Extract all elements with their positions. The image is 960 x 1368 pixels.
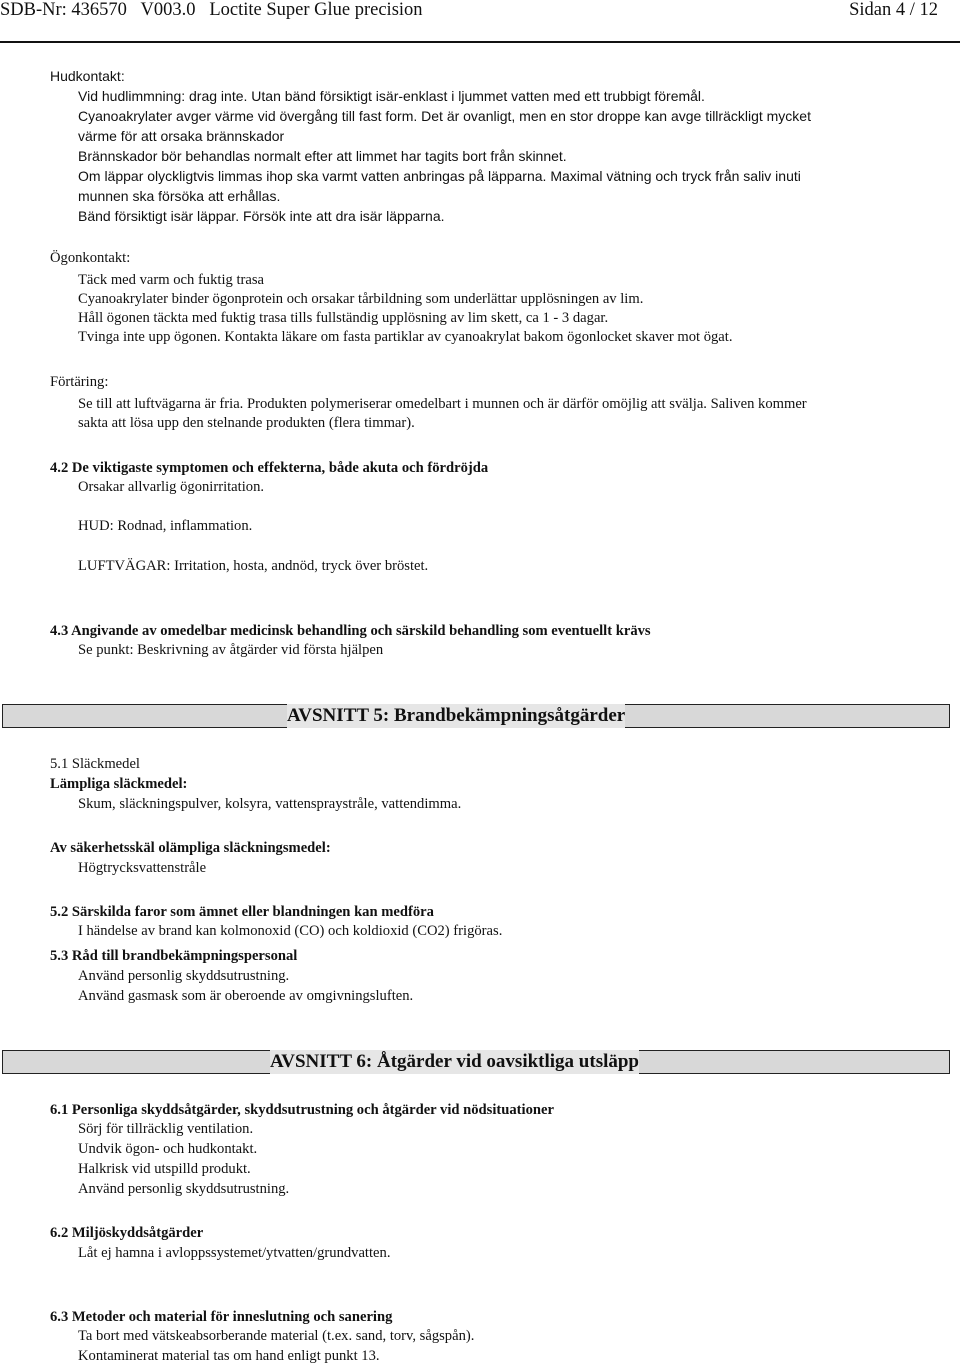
subsection-5-2-heading: 5.2 Särskilda faror som ämnet eller blandningen kan medföra [50,904,434,920]
skin-contact-line: värme för att orsaka brännskador [78,128,285,144]
protective-measure-line: Använd personlig skyddsutrustning. [78,1181,290,1197]
page-header [0,0,960,44]
ingestion-line: sakta att lösa upp den stelnande produkten (flera timmar). [78,415,415,431]
subsection-5-1-heading: 5.1 Släckmedel [50,756,140,772]
section-6-title: AVSNITT 6: Åtgärder vid oavsiktliga utsläpp [270,1051,639,1072]
skin-contact-line: Om läppar olyckligtvis limmas ihop ska varmt vatten anbringas på läpparna. Maximal vätning och tryck från saliv inuti [78,168,801,184]
skin-contact-line: Cyanoakrylater avger värme vid övergång till fast form. Det är ovanligt, men en stor droppe kan avge tillräckligt mycket [78,108,811,124]
page-number: Sidan 4 / 12 [849,0,938,20]
subsection-6-2-heading: 6.2 Miljöskyddsåtgärder [50,1225,204,1241]
subsection-6-3-heading: 6.3 Metoder och material för inneslutning och sanering [50,1309,393,1325]
ingestion-label: Förtäring: [50,374,109,390]
document-id: SDB-Nr: 436570 V003.0 Loctite Super Glue precision [0,0,423,20]
section-5-title: AVSNITT 5: Brandbekämpningsåtgärder [287,705,626,726]
unsuitable-media-value: Högtrycksvattenstråle [78,860,207,876]
eye-contact-line: Täck med varm och fuktig trasa [78,272,264,288]
symptom-line: LUFTVÄGAR: Irritation, hosta, andnöd, tryck över bröstet. [78,558,429,574]
subsection-6-1-heading: 6.1 Personliga skyddsåtgärder, skyddsutrustning och åtgärder vid nödsituationer [50,1102,554,1118]
protective-measure-line: Undvik ögon- och hudkontakt. [78,1141,258,1157]
firefighter-advice-line: Använd personlig skyddsutrustning. [78,968,290,984]
protective-measure-line: Sörj för tillräcklig ventilation. [78,1121,254,1137]
symptom-line: Orsakar allvarlig ögonirritation. [78,479,265,495]
eye-contact-label: Ögonkontakt: [50,250,131,266]
ingestion-line: Se till att luftvägarna är fria. Produkten polymeriserar omedelbart i munnen och är därför omöjlig att svälja. Saliven kommer [78,396,807,412]
suitable-media-label: Lämpliga släckmedel: [50,776,188,792]
protective-measure-line: Halkrisk vid utspilld produkt. [78,1161,251,1177]
subsection-4-3-heading: 4.3 Angivande av omedelbar medicinsk behandling och särskild behandling som eventuellt krävs [50,623,651,639]
skin-contact-line: Brännskador bör behandlas normalt efter att limmet har tagits bort från skinnet. [78,148,567,164]
environmental-precaution-line: Låt ej hamna i avloppssystemet/ytvatten/grundvatten. [78,1245,391,1261]
unsuitable-media-label: Av säkerhetsskäl olämpliga släckningsmedel: [50,840,331,856]
treatment-line: Se punkt: Beskrivning av åtgärder vid första hjälpen [78,642,384,658]
fire-hazard-line: I händelse av brand kan kolmonoxid (CO) och koldioxid (CO2) frigöras. [78,923,503,939]
skin-contact-line: munnen ska försöka att erhållas. [78,188,281,204]
eye-contact-line: Tvinga inte upp ögonen. Kontakta läkare om fasta partiklar av cyanoakrylat bakom ögonlocket skaver mot ögat. [78,329,733,345]
skin-contact-line: Bänd försiktigt isär läppar. Försök inte att dra isär läpparna. [78,208,445,224]
cleanup-method-line: Ta bort med vätskeabsorberande material (t.ex. sand, torv, sågspån). [78,1328,475,1344]
subsection-4-2-heading: 4.2 De viktigaste symptomen och effekterna, både akuta och fördröjda [50,460,489,476]
suitable-media-value: Skum, släckningspulver, kolsyra, vattenspraystråle, vattendimma. [78,796,462,812]
symptom-line: HUD: Rodnad, inflammation. [78,518,253,534]
header-divider [0,41,960,43]
subsection-5-3-heading: 5.3 Råd till brandbekämpningspersonal [50,948,298,964]
firefighter-advice-line: Använd gasmask som är oberoende av omgivningsluften. [78,988,414,1004]
eye-contact-line: Cyanoakrylater binder ögonprotein och orsakar tårbildning som underlättar upplösningen av lim. [78,291,644,307]
eye-contact-line: Håll ögonen täckta med fuktig trasa tills fullständig upplösning av lim skett, ca 1 - 3 dagar. [78,310,609,326]
skin-contact-line: Vid hudlimmning: drag inte. Utan bänd försiktigt isär-enklast i ljummet vatten med ett trubbigt föremål. [78,88,705,104]
skin-contact-label: Hudkontakt: [50,68,125,84]
cleanup-method-line: Kontaminerat material tas om hand enligt punkt 13. [78,1348,380,1364]
